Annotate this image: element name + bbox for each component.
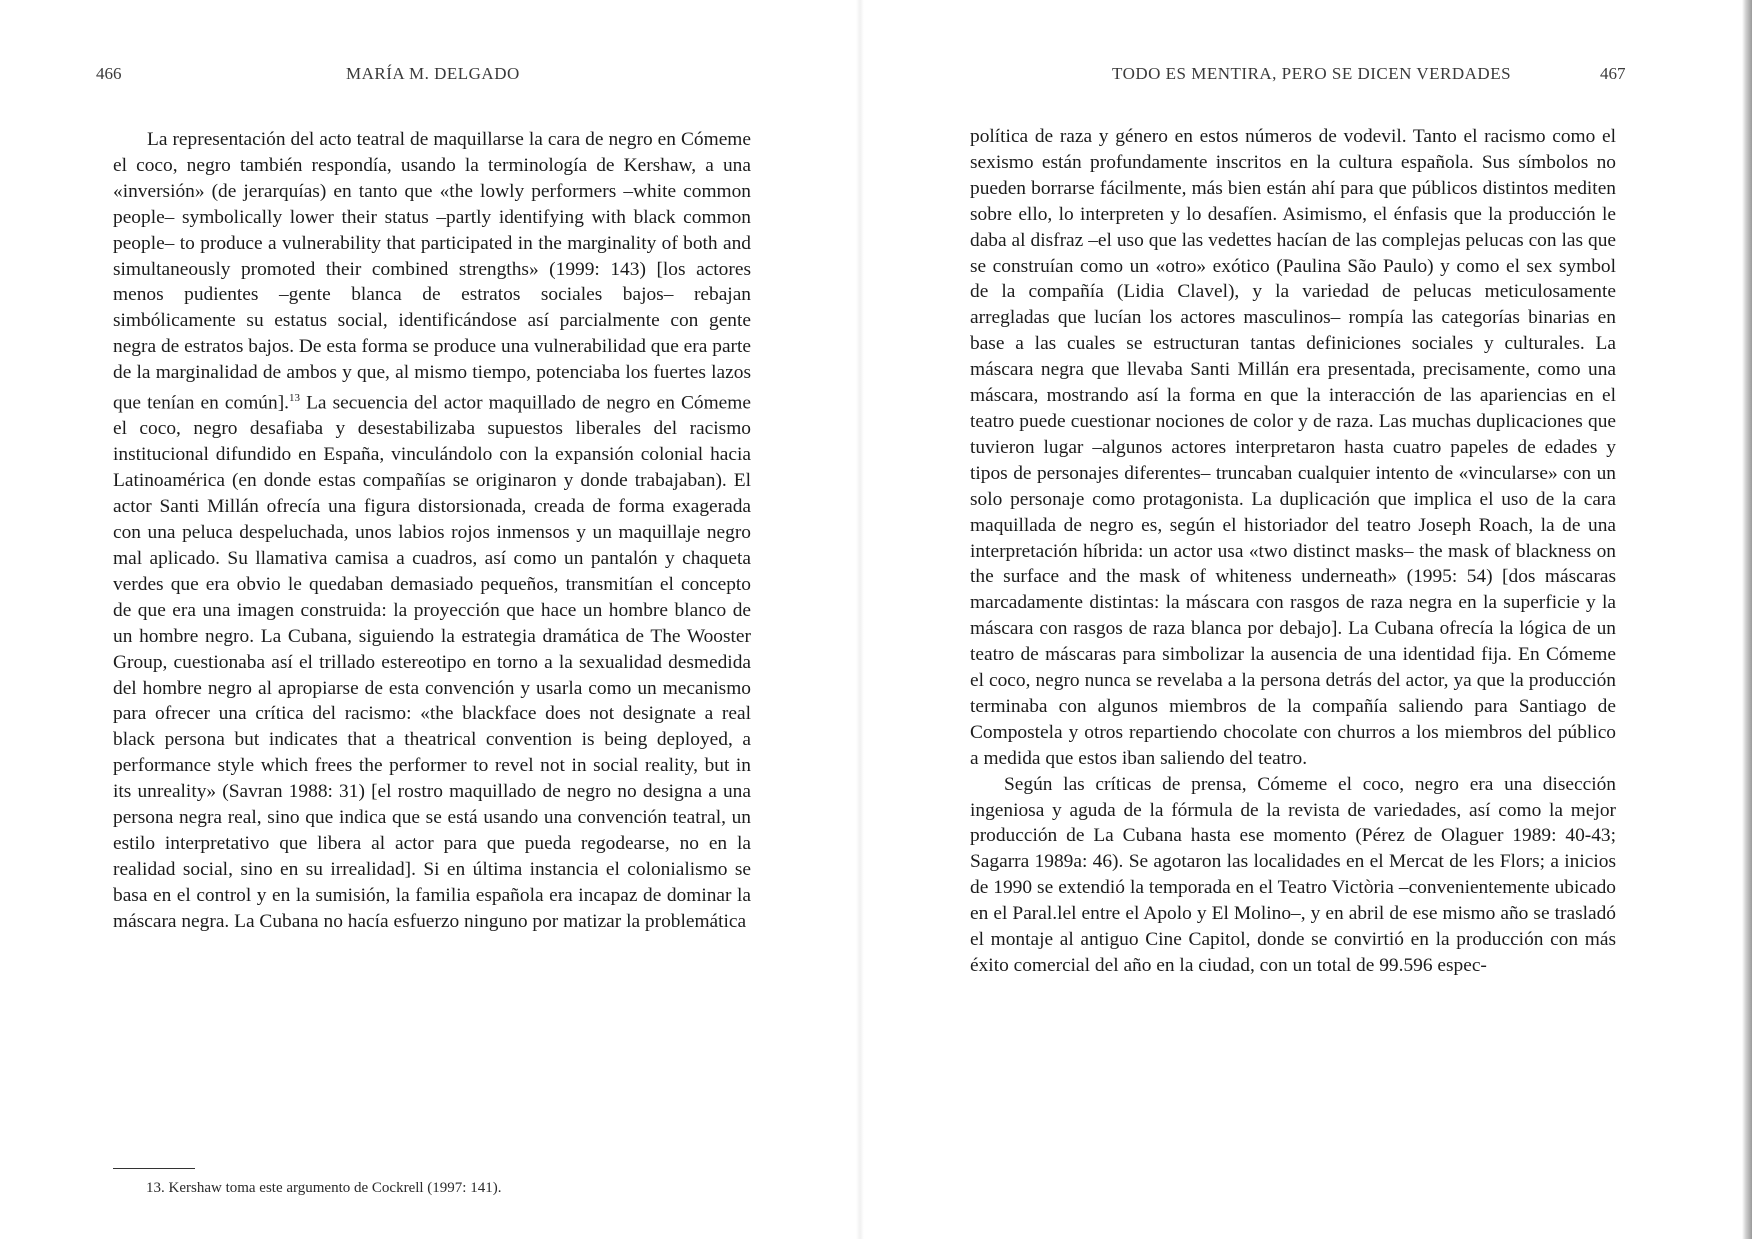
left-page [0, 0, 860, 1239]
right-paragraph-continued: política de raza y género en estos números de vodevil. Tanto el racismo como el sexismo están profundamente inscritos en la cultura española. Sus símbolos no pueden borrarse fácilmente, más bien están ahí para que públicos distintos mediten sobre ello, lo interpreten y lo desafíen. Asimismo, el énfasis que la producción le daba al disfraz –el uso que las vedettes hacían de las complejas pelucas con las que se construían como un «otro» exótico (Paulina São Paulo) y como el sex symbol de la compañía (Lidia Clavel), y la variedad de pelucas meticulosamente arregladas que lucían los actores masculinos– rompía las categorías binarias en base a las cuales se estructuran tantas definiciones sociales y culturales. La máscara negra que llevaba Santi Millán era presentada, precisamente, como una máscara, mostrando así la forma en que la interacción de las apariencias en el teatro puede cuestionar nociones de color y de raza. Las muchas duplicaciones que tuvieron lugar –algunos actores interpretaron hasta cuatro papeles de edades y tipos de personajes diferentes– truncaban cualquier intento de «vincularse» con un solo personaje como protagonista. La duplicación que implica el uso de la cara maquillada de negro es, según el historiador del teatro Joseph Roach, la de una interpretación híbrida: un actor usa «two distinct masks– the mask of blackness on the surface and the mask of whiteness underneath» (1995: 54) [dos máscaras marcadamente distintas: la máscara con rasgos de raza negra en la superficie y la máscara con rasgos de raza blanca por debajo]. La Cubana ofrecía la lógica de un teatro de máscaras para simbolizar la ausencia de una identidad fija. En Cómeme el coco, negro nunca se revelaba a la persona detrás del actor, ya que la producción terminaba con algunos miembros de la compañía saliendo para Santiago de Compostela y otros repartiendo chocolate con churros a los miembros del público a medida que estos iban saliendo del teatro. [970, 126, 1616, 769]
left-paragraph-text-a: La representación del acto teatral de maquillarse la cara de negro en Cómeme el coco, negro también respondía, usando la terminología de Kershaw, a una «inversión» (de jerarquías) en tanto que «the lowly performers –white common people– symbolically lower their status –partly identifying with black common people– to produce a vulnerability that participated in the marginality of both and simultaneously promoted their combined strengths» (1999: 143) [los actores menos pudientes –gente blanca de estratos sociales bajos– rebajan simbólicamente su estatus social, identificándose así parcialmente con gente negra de estratos bajos. De esta forma se produce una vulnerabilidad que era parte de la marginalidad de ambos y que, al mismo tiempo, potenciaba los fuertes lazos que tenían en común]. [113, 129, 751, 414]
left-paragraph [113, 127, 751, 935]
footnote: 13. Kershaw toma este argumento de Cockrell (1997: 141). [146, 1180, 502, 1196]
page-number-left: 466 [96, 64, 122, 83]
running-head-title: TODO ES MENTIRA, PERO SE DICEN VERDADES [1112, 64, 1512, 83]
footnote-reference: 13 [289, 392, 300, 405]
right-page [860, 0, 1752, 1239]
page-edge-shadow [1742, 0, 1752, 1239]
running-head-author: MARÍA M. DELGADO [346, 64, 520, 83]
left-body-text [113, 127, 751, 935]
right-body-text [970, 124, 1616, 979]
page-number-right: 467 [1600, 64, 1626, 83]
footnote-divider [113, 1168, 195, 1169]
right-paragraph-new: Según las críticas de prensa, Cómeme el coco, negro era una disección ingeniosa y aguda de la fórmula de la revista de variedades, así como la mejor producción de La Cubana hasta ese momento (Pérez de Olaguer 1989: 40-43; Sagarra 1989a: 46). Se agotaron las localidades en el Mercat de les Flors; a inicios de 1990 se extendió la temporada en el Teatro Victòria –convenientemente ubicado en el Paral.lel entre el Apolo y El Molino–, y en abril de ese mismo año se trasladó el montaje al antiguo Cine Capitol, donde se convirtió en la producción con más éxito comercial del año en la ciudad, con un total de 99.596 espec- [970, 773, 1616, 976]
left-paragraph-text-b: La secuencia del actor maquillado de negro en Cómeme el coco, negro desafiaba y desestabilizaba supuestos liberales del racismo institucional difundido en España, vinculándolo con la expansión colonial hacia Latinoamérica (en donde estas compañías se originaron y donde trabajaban). El actor Santi Millán ofrecía una figura distorsionada, creada de forma exagerada con una peluca despeluchada, unos labios rojos inmensos y un maquillaje negro mal aplicado. Su llamativa camisa a cuadros, así como un pantalón y chaqueta verdes que era obvio le quedaban demasiado pequeños, transmitían el concepto de que era una imagen construida: la proyección que hace un hombre blanco de un hombre negro. La Cubana, siguiendo la estrategia dramática de The Wooster Group, cuestionaba así el trillado estereotipo en torno a la sexualidad desmedida del hombre negro al apropiarse de esta convención y usarla como un mecanismo para ofrecer una crítica del racismo: «the blackface does not designate a real black persona but indicates that a theatrical convention is being deployed, a performance style which frees the performer to revel not in social reality, but in its unreality» (Savran 1988: 31) [el rostro maquillado de negro no designa a una persona negra real, sino que indica que se está usando una convención teatral, un estilo interpretativo que libera al actor para que pueda regodearse, no en la realidad social, sino en su irrealidad]. Si en última instancia el colonialismo se basa en el control y en la sumisión, la familia española era incapaz de dominar la máscara negra. La Cubana no hacía esfuerzo ninguno por matizar la problemática [113, 392, 751, 932]
